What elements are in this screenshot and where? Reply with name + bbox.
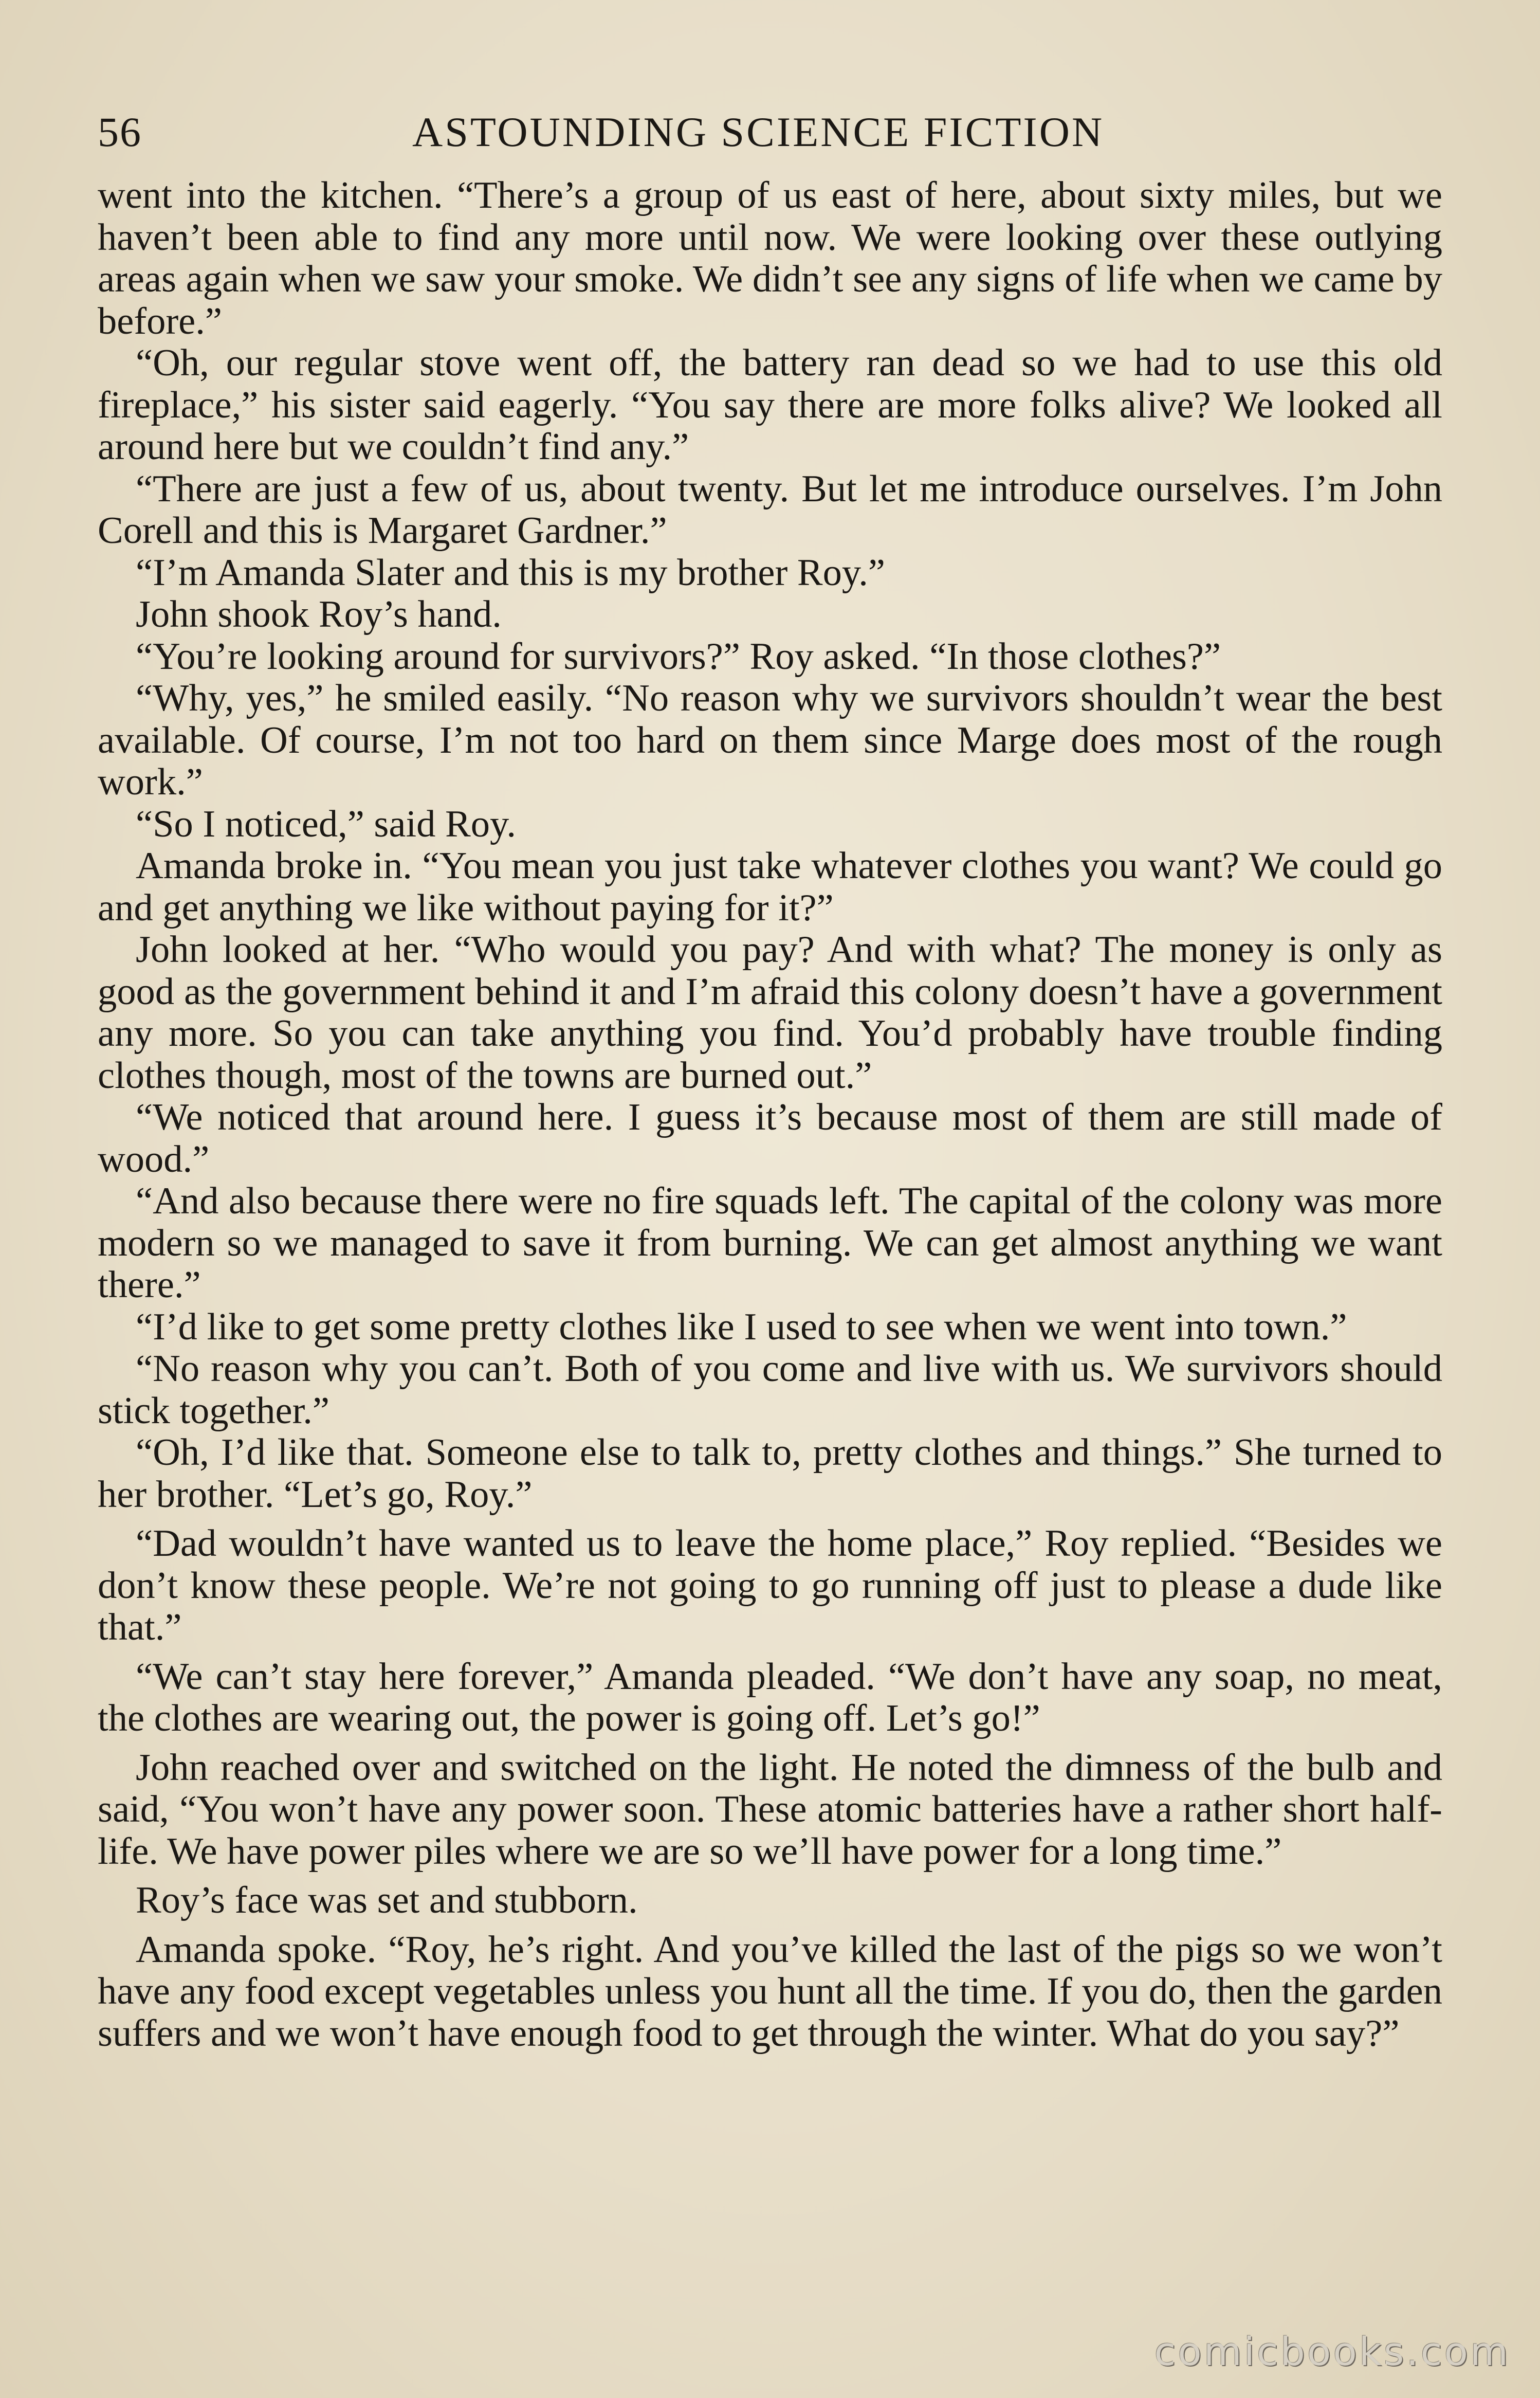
paragraph: John reached over and switched on the light. He noted the dimness of the bulb and said, “You won’t have any power soon. These atomic batteries have a rather short half-life. We have power piles where we are so we’ll have power for a long time.” bbox=[98, 1746, 1442, 1873]
paragraph: Amanda broke in. “You mean you just take whatever clothes you want? We could go and get anything we like without paying for it?” bbox=[98, 845, 1442, 929]
watermark: comicbooks.com bbox=[1154, 2329, 1510, 2374]
paragraph: “We can’t stay here forever,” Amanda pleaded. “We don’t have any soap, no meat, the clothes are wearing out, the power is going off. Let’s go!” bbox=[98, 1655, 1442, 1739]
paragraph: “I’m Amanda Slater and this is my brother Roy.” bbox=[136, 551, 885, 594]
paragraph: “Why, yes,” he smiled easily. “No reason why we survivors shouldn’t wear the best available. Of course, I’m not too hard on them since Marge does most of the rough work.” bbox=[98, 677, 1442, 803]
running-head bbox=[98, 108, 1442, 175]
paragraph: “Dad wouldn’t have wanted us to leave the home place,” Roy replied. “Besides we don’t know these people. We’re not going to go running off just to please a dude like that.” bbox=[98, 1522, 1442, 1648]
paragraph: “So I noticed,” said Roy. bbox=[136, 803, 517, 845]
paragraph: John shook Roy’s hand. bbox=[136, 593, 502, 635]
book-page bbox=[98, 108, 1442, 2329]
paragraph: John looked at her. “Who would you pay? And with what? The money is only as good as the government behind it and I’m afraid this colony doesn’t have a government any more. So you can take anything you find. You’d probably have trouble finding clothes though, most of the towns are burned out.” bbox=[98, 929, 1442, 1097]
paragraph: “You’re looking around for survivors?” Roy asked. “In those clothes?” bbox=[136, 635, 1221, 678]
paragraph: Roy’s face was set and stubborn. bbox=[136, 1879, 638, 1921]
page-number: 56 bbox=[98, 108, 142, 155]
paragraph: Amanda spoke. “Roy, he’s right. And you’ve killed the last of the pigs so we won’t have any food except vegetables unless you hunt all the time. If you do, then the garden suffers and we won’t have enough food to get through the winter. What do you say?” bbox=[98, 1928, 1442, 2055]
paragraph: “We noticed that around here. I guess it’s because most of them are still made of wood.” bbox=[98, 1096, 1442, 1180]
paragraph: went into the kitchen. “There’s a group of us east of here, about sixty miles, but we haven’t been able to find any more until now. We were looking over these outlying areas again when we saw your smoke. We didn’t see any signs of life when we came by before.” bbox=[98, 174, 1442, 342]
paragraph: “No reason why you can’t. Both of you come and live with us. We survivors should stick together.” bbox=[98, 1348, 1442, 1432]
paragraph: “And also because there were no fire squads left. The capital of the colony was more modern so we managed to save it from burning. We can get almost anything we want there.” bbox=[98, 1180, 1442, 1306]
paragraph: “Oh, our regular stove went off, the battery ran dead so we had to use this old fireplace,” his sister said eagerly. “You say there are more folks alive? We looked all around here but we couldn’t find any.” bbox=[98, 342, 1442, 468]
paragraph: “I’d like to get some pretty clothes like I used to see when we went into town.” bbox=[136, 1305, 1347, 1348]
body-text bbox=[98, 175, 1442, 2055]
paragraph: “There are just a few of us, about twenty. But let me introduce ourselves. I’m John Corell and this is Margaret Gardner.” bbox=[98, 467, 1442, 552]
running-title: ASTOUNDING SCIENCE FICTION bbox=[412, 108, 1105, 155]
paragraph: “Oh, I’d like that. Someone else to talk to, pretty clothes and things.” She turned to her brother. “Let’s go, Roy.” bbox=[98, 1431, 1442, 1516]
